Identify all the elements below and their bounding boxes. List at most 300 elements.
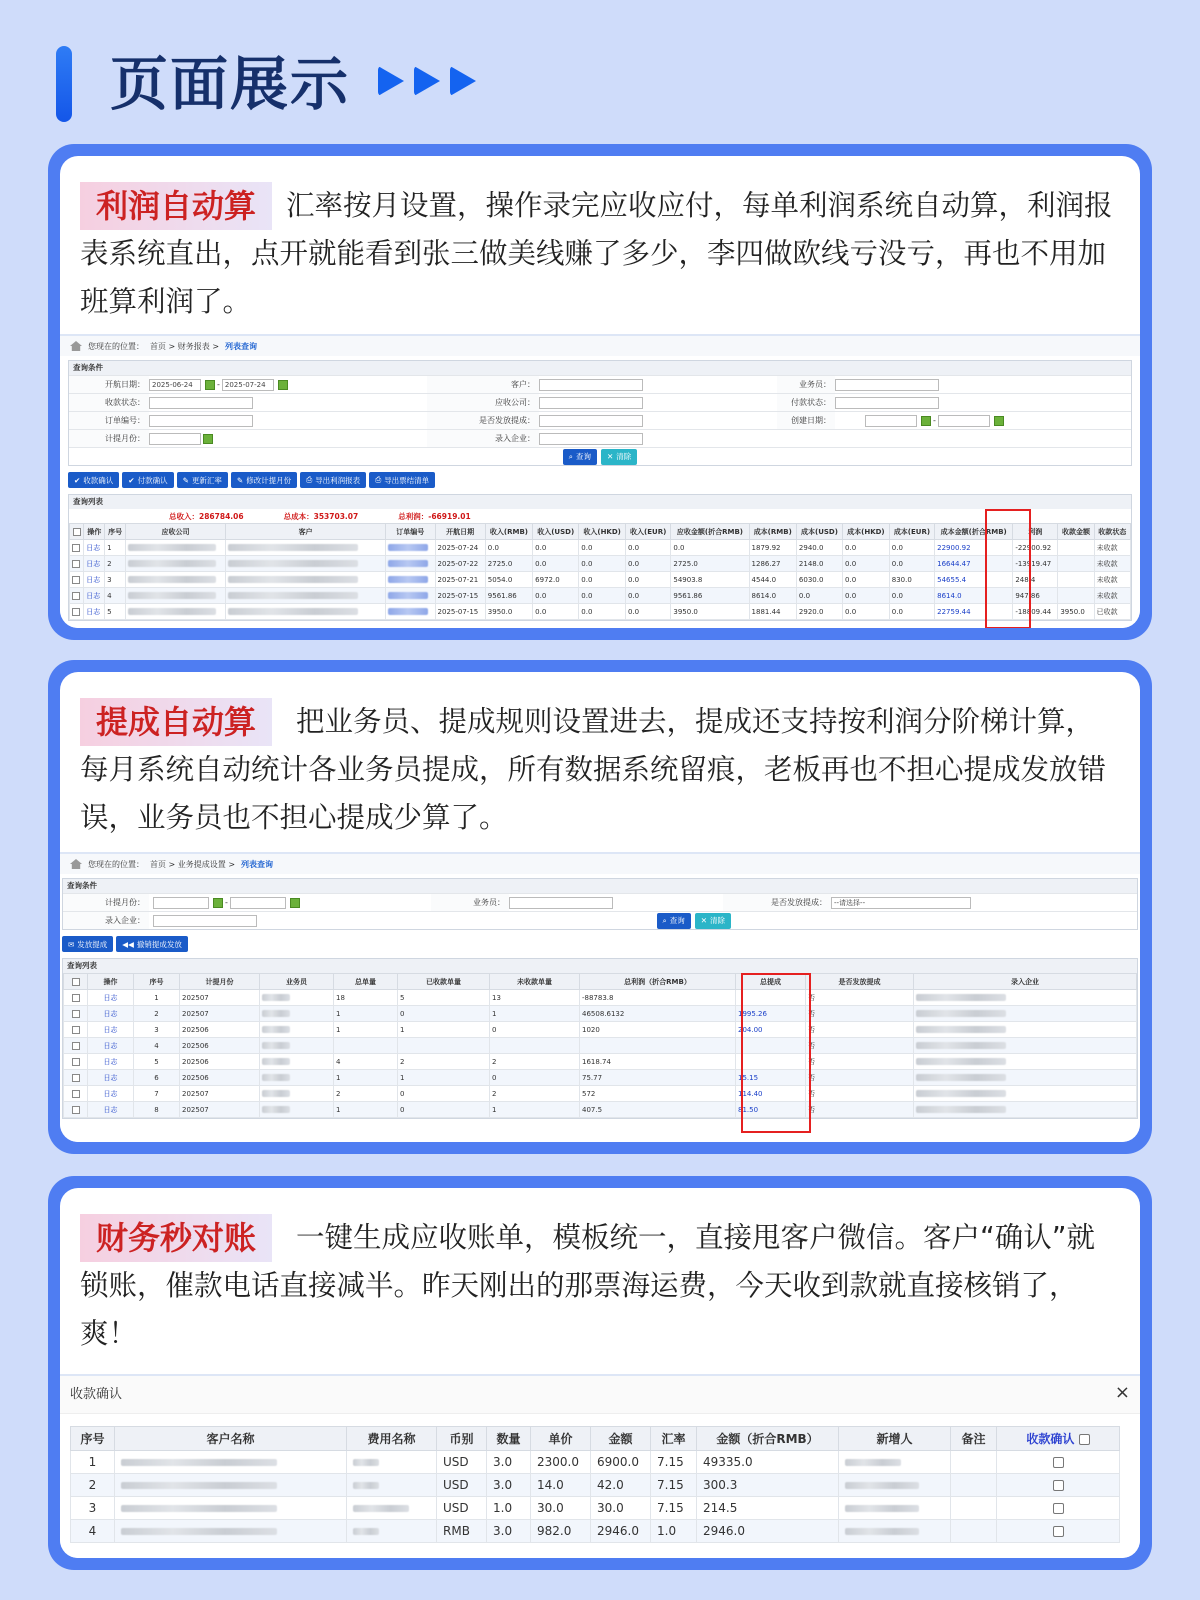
- receipt-confirm-dialog: [60, 1374, 1140, 1558]
- action-toolbar: [68, 472, 1132, 488]
- month-to-input[interactable]: [230, 897, 286, 909]
- recv-company: [126, 540, 226, 556]
- fee-name: [347, 1474, 437, 1497]
- cell-total: 4: [334, 1054, 398, 1070]
- cell-recv: 2725.0: [671, 556, 749, 572]
- cell-amt: 2946.0: [591, 1520, 651, 1543]
- enterprise-select[interactable]: [153, 915, 257, 927]
- cell-recv: 0.0: [671, 540, 749, 556]
- col-sales: 业务员: [260, 974, 334, 990]
- print-icon: ⎙: [375, 475, 382, 484]
- row-no: 2: [134, 1006, 180, 1022]
- cell-c_rmb: 1879.92: [749, 540, 796, 556]
- col-in-rmb: 收入(RMB): [485, 524, 532, 540]
- created-to-input[interactable]: [938, 415, 990, 427]
- cell-month: 202506: [180, 1038, 260, 1054]
- cell-price: 2300.0: [531, 1451, 591, 1474]
- enterprise-name: [914, 1006, 1137, 1022]
- receivable-co-select[interactable]: [539, 397, 643, 409]
- issued-select[interactable]: --请选择--: [831, 897, 971, 909]
- col-op: 操作: [84, 524, 105, 540]
- cell-c_usd: 2148.0: [796, 556, 842, 572]
- calc-month-label: 计提月份：: [63, 894, 149, 911]
- row-checkbox[interactable]: [70, 572, 84, 588]
- row-no: 4: [71, 1520, 115, 1543]
- sales-name: [260, 1038, 334, 1054]
- profit-tag: 利润自动算: [80, 182, 272, 230]
- cell-c_eur: 0.0: [889, 588, 934, 604]
- breadcrumb: [60, 336, 1140, 356]
- col-qty: 数量: [487, 1427, 531, 1451]
- table-row: [70, 604, 1131, 620]
- calc-month-label: 计提月份：: [69, 430, 149, 447]
- customer-name: [115, 1474, 347, 1497]
- cell-c_eur: 0.0: [889, 556, 934, 572]
- sales-select[interactable]: [835, 379, 939, 391]
- cell-in_hkd: 0.0: [579, 604, 626, 620]
- log-link[interactable]: 日志: [88, 1086, 134, 1102]
- cell-total: 1: [334, 1006, 398, 1022]
- calc-month-input[interactable]: [149, 433, 201, 445]
- calendar-icon[interactable]: [994, 416, 1004, 426]
- commission-table: [63, 973, 1137, 1118]
- log-link[interactable]: 日志: [84, 604, 105, 620]
- edit-calc-month-button[interactable]: ✎ 修改计提月份: [231, 472, 297, 488]
- row-checkbox[interactable]: [64, 1086, 88, 1102]
- col-issued: 是否发放提成: [806, 974, 914, 990]
- fee-name: [347, 1497, 437, 1520]
- cell-c_hkd: 0.0: [843, 588, 890, 604]
- cell-date: 2025-07-22: [435, 556, 485, 572]
- sail-from-input[interactable]: 2025-06-24: [149, 379, 201, 391]
- query-title: 查询条件: [69, 361, 1131, 375]
- cell-qty: 3.0: [487, 1451, 531, 1474]
- commission-issued-select[interactable]: [539, 415, 643, 427]
- cell-cost: 16644.47: [935, 556, 1013, 572]
- cell-status: 未收款: [1094, 588, 1130, 604]
- col-confirm[interactable]: 收款确认: [997, 1427, 1120, 1451]
- card-commission: [48, 660, 1152, 1154]
- cell-price: 14.0: [531, 1474, 591, 1497]
- col-customer: 客户: [226, 524, 386, 540]
- query-button[interactable]: ⌕ 查询: [657, 913, 691, 929]
- col-no: 序号: [71, 1427, 115, 1451]
- col-no: 序号: [134, 974, 180, 990]
- cell-profit: 572: [580, 1086, 736, 1102]
- table-row: [64, 990, 1137, 1006]
- col-c-usd: 成本(USD): [796, 524, 842, 540]
- cell-profit: 75.77: [580, 1070, 736, 1086]
- select-all-checkbox[interactable]: [64, 974, 88, 990]
- table-row: [71, 1497, 1120, 1520]
- cell-in_hkd: 0.0: [579, 556, 626, 572]
- cell-cur: USD: [437, 1497, 487, 1520]
- row-checkbox[interactable]: [70, 604, 84, 620]
- arrows-decoration: [378, 66, 476, 96]
- cell-c_rmb: 4544.0: [749, 572, 796, 588]
- clear-button[interactable]: ✕ 清除: [695, 913, 731, 929]
- row-no: 2: [71, 1474, 115, 1497]
- cell-issued: 否: [806, 1086, 914, 1102]
- cell-cost: 22900.92: [935, 540, 1013, 556]
- row-checkbox[interactable]: [64, 990, 88, 1006]
- cell-unpaid: 1: [490, 1102, 580, 1118]
- card-profit: [48, 144, 1152, 640]
- cell-unpaid: 0: [490, 1070, 580, 1086]
- cell-comm: 114.40: [736, 1086, 806, 1102]
- cell-amt: 42.0: [591, 1474, 651, 1497]
- cell-rmb: 300.3: [697, 1474, 839, 1497]
- sales-name: [260, 1102, 334, 1118]
- cell-paid: [1058, 588, 1094, 604]
- col-order-no: 订单编号: [386, 524, 435, 540]
- log-link[interactable]: 日志: [88, 990, 134, 1006]
- cell-c_hkd: 0.0: [843, 540, 890, 556]
- col-enterprise: 录入企业: [914, 974, 1137, 990]
- cell-c_hkd: 0.0: [843, 572, 890, 588]
- remark: [951, 1497, 997, 1520]
- cell-issued: 否: [806, 1022, 914, 1038]
- receipt-table: [70, 1426, 1120, 1543]
- customer-name: [226, 604, 386, 620]
- col-currency: 币别: [437, 1427, 487, 1451]
- profit-desc-text: 汇率按月设置，操作录完应收应付，每单利润系统自动算，利润报表系统直出，点开就能看到张三做美线赚了多少，李四做欧线亏没亏，再也不用加班算利润了。: [80, 189, 1113, 318]
- col-rmb: 金额（折合RMB）: [697, 1427, 839, 1451]
- cell-comm: 1995.26: [736, 1006, 806, 1022]
- col-amount: 金额: [591, 1427, 651, 1451]
- row-checkbox[interactable]: [64, 1054, 88, 1070]
- cell-unpaid: 2: [490, 1054, 580, 1070]
- cell-in_eur: 0.0: [626, 604, 671, 620]
- log-link[interactable]: 日志: [84, 572, 105, 588]
- sail-to-input[interactable]: 2025-07-24: [222, 379, 274, 391]
- profit-description: [80, 182, 1120, 326]
- creator-name: [839, 1451, 951, 1474]
- cell-status: 未收款: [1094, 572, 1130, 588]
- cell-rmb: 49335.0: [697, 1451, 839, 1474]
- search-icon: ⌕: [662, 915, 667, 925]
- sales-label: 业务员：: [431, 894, 509, 911]
- log-link[interactable]: 日志: [88, 1054, 134, 1070]
- customer-select[interactable]: [539, 379, 643, 391]
- reconcile-desc-text: 一键生成应收账单，模板统一，直接甩客户微信。客户“确认”就锁账，催款电话直接减半。昨天刚出的那票海运费，今天收到款就直接核销了，爽！: [80, 1221, 1096, 1350]
- enterprise-name: [914, 1086, 1137, 1102]
- query-button[interactable]: ⌕ 查询: [563, 449, 597, 465]
- created-from-input[interactable]: [865, 415, 917, 427]
- update-rate-button[interactable]: ✎ 更新汇率: [177, 472, 228, 488]
- row-checkbox[interactable]: [64, 1038, 88, 1054]
- query-section: [68, 360, 1132, 466]
- export-profit-button[interactable]: ⎙ 导出利润报表: [300, 472, 366, 488]
- commission-tag: 提成自动算: [80, 698, 272, 746]
- table-row: [64, 1038, 1137, 1054]
- created-label: 创建日期：: [777, 412, 835, 429]
- cell-paid: [1058, 572, 1094, 588]
- sales-select[interactable]: [509, 897, 613, 909]
- close-icon: ✕: [606, 452, 614, 461]
- crumb-current[interactable]: 列表查询: [225, 341, 258, 351]
- cell-c_hkd: 0.0: [843, 556, 890, 572]
- recv-company: [126, 572, 226, 588]
- cell-recv: 54903.8: [671, 572, 749, 588]
- col-remark: 备注: [951, 1427, 997, 1451]
- log-link[interactable]: 日志: [88, 1038, 134, 1054]
- calendar-icon[interactable]: [278, 380, 288, 390]
- creator-name: [839, 1520, 951, 1543]
- cell-in_rmb: 0.0: [485, 540, 532, 556]
- cell-c_usd: 2940.0: [796, 540, 842, 556]
- creator-name: [839, 1497, 951, 1520]
- enterprise-name: [914, 1022, 1137, 1038]
- cell-recv: 3950.0: [671, 604, 749, 620]
- row-checkbox[interactable]: [64, 1022, 88, 1038]
- month-from-input[interactable]: [153, 897, 209, 909]
- row-checkbox[interactable]: [64, 1102, 88, 1118]
- sales-name: [260, 1070, 334, 1086]
- col-fee: 费用名称: [347, 1427, 437, 1451]
- enterprise-label: 录入企业：: [63, 912, 149, 929]
- cell-unpaid: 13: [490, 990, 580, 1006]
- enterprise-label: 录入企业：: [427, 430, 539, 447]
- order-no: [386, 572, 435, 588]
- select-all-checkbox[interactable]: [1079, 1434, 1090, 1445]
- cell-profit: 1618.74: [580, 1054, 736, 1070]
- receipt-status-select[interactable]: [149, 397, 253, 409]
- cell-in_eur: 0.0: [626, 588, 671, 604]
- cell-total: 18: [334, 990, 398, 1006]
- cell-paid: 0: [398, 1086, 490, 1102]
- edit-icon: ✎: [236, 475, 244, 485]
- table-row: [70, 556, 1131, 572]
- enterprise-select[interactable]: [539, 433, 643, 445]
- order-no: [386, 604, 435, 620]
- calendar-icon[interactable]: [290, 898, 300, 908]
- payment-confirm-button[interactable]: ✔ 付款确认: [122, 472, 173, 488]
- row-checkbox[interactable]: [64, 1070, 88, 1086]
- cell-paid: [1058, 556, 1094, 572]
- list-title: 查询列表: [69, 495, 1131, 509]
- page-title: 页面展示: [110, 50, 351, 118]
- log-link[interactable]: 日志: [84, 556, 105, 572]
- col-in-usd: 收入(USD): [533, 524, 579, 540]
- cell-c_eur: 830.0: [889, 572, 934, 588]
- mail-icon: ✉: [68, 939, 75, 949]
- cell-paid: 0: [398, 1006, 490, 1022]
- customer-name: [115, 1497, 347, 1520]
- calendar-icon[interactable]: [213, 898, 223, 908]
- cell-in_rmb: 2725.0: [485, 556, 532, 572]
- cell-rmb: 2946.0: [697, 1520, 839, 1543]
- cell-comm: 204.00: [736, 1022, 806, 1038]
- col-price: 单价: [531, 1427, 591, 1451]
- col-c-eur: 成本(EUR): [889, 524, 934, 540]
- cell-price: 982.0: [531, 1520, 591, 1543]
- pay-status-select[interactable]: [835, 397, 939, 409]
- row-no: 1: [134, 990, 180, 1006]
- check-icon: ✔: [128, 475, 135, 485]
- cell-qty: 1.0: [487, 1497, 531, 1520]
- dialog-title: 收款确认: [60, 1376, 1140, 1414]
- list-section: [68, 494, 1132, 621]
- cell-profit: 1020: [580, 1022, 736, 1038]
- cell-comm: [736, 1054, 806, 1070]
- row-checkbox[interactable]: [70, 540, 84, 556]
- cell-paid: 1: [398, 1022, 490, 1038]
- confirm-checkbox[interactable]: [997, 1497, 1120, 1520]
- cell-cost: 22759.44: [935, 604, 1013, 620]
- table-row: [71, 1520, 1120, 1543]
- cell-paid: [1058, 540, 1094, 556]
- cell-profit: -22900.92: [1013, 540, 1058, 556]
- cell-month: 202507: [180, 1086, 260, 1102]
- cell-profit: [580, 1038, 736, 1054]
- play-arrow-icon: [414, 66, 440, 96]
- export-settle-button[interactable]: ⎙ 导出票结清单: [369, 472, 435, 488]
- sales-label: 业务员：: [777, 376, 835, 393]
- crumb-path[interactable]: 首页 > 业务提成设置 >: [150, 859, 236, 869]
- recv-company: [126, 556, 226, 572]
- table-row: [70, 540, 1131, 556]
- issue-commission-button[interactable]: ✉ 发放提成: [62, 936, 113, 952]
- sales-name: [260, 1006, 334, 1022]
- sales-name: [260, 1086, 334, 1102]
- receipt-status-label: 收款状态：: [69, 394, 149, 411]
- cell-status: 未收款: [1094, 556, 1130, 572]
- confirm-checkbox[interactable]: [997, 1520, 1120, 1543]
- close-icon[interactable]: ×: [1114, 1382, 1130, 1403]
- fee-name: [347, 1451, 437, 1474]
- crumb-prefix: 您现在的位置：: [88, 859, 144, 869]
- remark: [951, 1474, 997, 1497]
- crumb-current[interactable]: 列表查询: [241, 859, 274, 869]
- order-no-input[interactable]: [149, 415, 253, 427]
- cell-paid: [398, 1038, 490, 1054]
- enterprise-name: [914, 1054, 1137, 1070]
- clear-button[interactable]: ✕ 清除: [601, 449, 637, 465]
- col-sail-date: 开航日期: [435, 524, 485, 540]
- confirm-checkbox[interactable]: [997, 1474, 1120, 1497]
- crumb-path[interactable]: 首页 > 财务报表 >: [150, 341, 220, 351]
- enterprise-name: [914, 1038, 1137, 1054]
- col-c-rmb: 成本(RMB): [749, 524, 796, 540]
- cell-in_usd: 0.0: [533, 588, 579, 604]
- cell-date: 2025-07-24: [435, 540, 485, 556]
- list-title: 查询列表: [63, 959, 1137, 973]
- log-link[interactable]: 日志: [84, 540, 105, 556]
- recv-company: [126, 604, 226, 620]
- cell-c_eur: 0.0: [889, 540, 934, 556]
- cell-paid: 5: [398, 990, 490, 1006]
- calendar-icon[interactable]: [921, 416, 931, 426]
- profit-table: [69, 523, 1131, 620]
- cell-date: 2025-07-15: [435, 604, 485, 620]
- cell-rate: 7.15: [651, 1474, 697, 1497]
- enterprise-name: [914, 990, 1137, 1006]
- sales-name: [260, 1022, 334, 1038]
- commission-desc-text: 把业务员、提成规则设置进去，提成还支持按利润分阶梯计算，每月系统自动统计各业务员提成，所有数据系统留痕，老板再也不担心提成发放错误，业务员也不担心提成少算了。: [80, 705, 1107, 834]
- cell-amt: 30.0: [591, 1497, 651, 1520]
- receipt-confirm-button[interactable]: ✔ 收款确认: [68, 472, 119, 488]
- row-no: 1: [105, 540, 126, 556]
- revoke-commission-button[interactable]: ◀◀ 撤销提成发放: [116, 936, 188, 952]
- cell-profit: 947.86: [1013, 588, 1058, 604]
- log-link[interactable]: 日志: [88, 1022, 134, 1038]
- cell-in_hkd: 0.0: [579, 540, 626, 556]
- table-row: [64, 1054, 1137, 1070]
- row-no: 5: [105, 604, 126, 620]
- customer-name: [226, 540, 386, 556]
- cell-rate: 7.15: [651, 1497, 697, 1520]
- row-checkbox[interactable]: [70, 588, 84, 604]
- play-arrow-icon: [450, 66, 476, 96]
- col-recv-amt: 应收金额(折合RMB): [671, 524, 749, 540]
- log-link[interactable]: 日志: [84, 588, 105, 604]
- col-creator: 新增人: [839, 1427, 951, 1451]
- log-link[interactable]: 日志: [88, 1070, 134, 1086]
- row-no: 5: [134, 1054, 180, 1070]
- cell-cur: USD: [437, 1451, 487, 1474]
- query-title: 查询条件: [63, 879, 1137, 893]
- cell-comm: 15.15: [736, 1070, 806, 1086]
- row-no: 2: [105, 556, 126, 572]
- row-no: 1: [71, 1451, 115, 1474]
- home-icon: [70, 341, 82, 351]
- cell-profit: -13919.47: [1013, 556, 1058, 572]
- cell-in_rmb: 5054.0: [485, 572, 532, 588]
- cell-profit: 46508.6132: [580, 1006, 736, 1022]
- enterprise-name: [914, 1102, 1137, 1118]
- sales-name: [260, 990, 334, 1006]
- cell-in_eur: 0.0: [626, 540, 671, 556]
- header-accent-bar: [56, 46, 72, 122]
- customer-label: 客户：: [427, 376, 539, 393]
- cell-issued: 否: [806, 990, 914, 1006]
- query-section: [62, 878, 1138, 930]
- cell-issued: 否: [806, 1038, 914, 1054]
- cell-total: 1: [334, 1022, 398, 1038]
- col-paid: 收款金额: [1058, 524, 1094, 540]
- cell-c_usd: 2920.0: [796, 604, 842, 620]
- cell-cost: 8614.0: [935, 588, 1013, 604]
- log-link[interactable]: 日志: [88, 1006, 134, 1022]
- row-checkbox[interactable]: [64, 1006, 88, 1022]
- search-icon: ⌕: [568, 451, 573, 461]
- order-no-label: 订单编号：: [69, 412, 149, 429]
- cell-profit: 248.4: [1013, 572, 1058, 588]
- crumb-prefix: 您现在的位置：: [88, 341, 144, 351]
- commission-description: [80, 698, 1120, 842]
- list-section: [62, 958, 1138, 1119]
- calendar-icon[interactable]: [203, 434, 213, 444]
- col-rate: 汇率: [651, 1427, 697, 1451]
- calendar-icon[interactable]: [205, 380, 215, 390]
- col-no: 序号: [105, 524, 126, 540]
- cell-in_usd: 0.0: [533, 604, 579, 620]
- recv-company: [126, 588, 226, 604]
- table-row: [71, 1474, 1120, 1497]
- confirm-checkbox[interactable]: [997, 1451, 1120, 1474]
- cell-in_hkd: 0.0: [579, 572, 626, 588]
- totals-bar: [69, 509, 1131, 523]
- creator-name: [839, 1474, 951, 1497]
- row-checkbox[interactable]: [70, 556, 84, 572]
- cell-paid: 3950.0: [1058, 604, 1094, 620]
- log-link[interactable]: 日志: [88, 1102, 134, 1118]
- select-all-checkbox[interactable]: [70, 524, 84, 540]
- total-profit: 总利润：-66919.01: [398, 511, 471, 521]
- cell-c_eur: 0.0: [889, 604, 934, 620]
- created-sep: -: [933, 416, 936, 425]
